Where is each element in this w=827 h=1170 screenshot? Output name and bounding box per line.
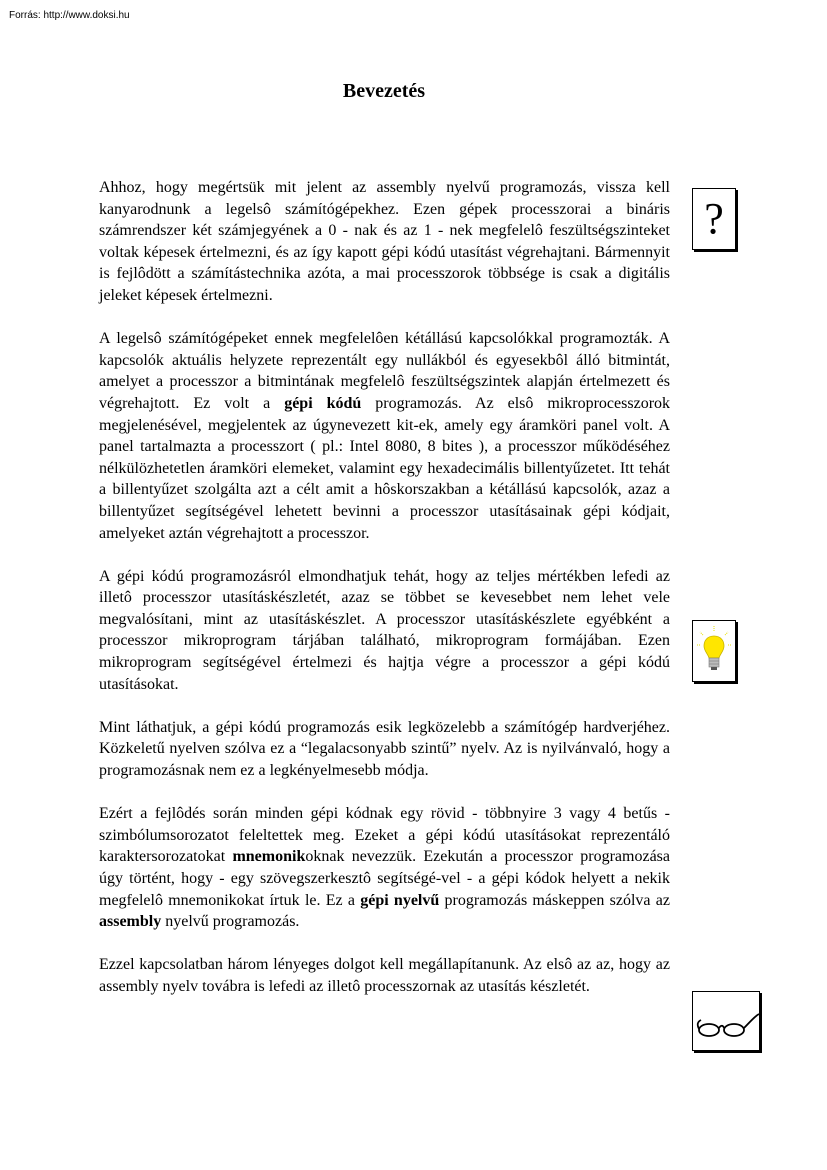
lightbulb-graphic [693,621,735,681]
document-body [99,177,670,1019]
paragraph-5 [99,803,670,933]
bold-term-gepi-kodu: gépi kódú [284,394,362,412]
paragraph-5-text-d: nyelvű programozás. [161,913,300,931]
question-mark-icon: ? [692,188,736,250]
page-title: Bevezetés [342,80,426,102]
bold-term-gepi-nyelvu: gépi nyelvű [360,891,440,909]
source-line: Forrás: http://www.doksi.hu [9,10,130,21]
paragraph-6: Ezzel kapcsolatban három lényeges dolgot kell megállapítanunk. Az elsô az az, hogy az assembly nyelv továbra is lefedi az illetô processzornak az utasítás készletét. [99,956,670,995]
paragraph-2-text-b: programozás. Az elsô mikroprocesszorok megjelenésével, megjelentek az úgynevezett kit-ek, amely egy áramköri panel volt. A panel tartalmazta a processzort ( pl.: Intel 8080, 8 bites ), a processzor működéséhez nélkülözhetetlen áramköri elemeket, valamint egy hexadecimális billentyűzetet. Itt tehát a billentyűzet szolgálta azt a célt amit a hôskorszakban a kétállású kapcsolók, azaz a billentyűzet segítségével lehetett bevinni a processzor utasításainak gépi kódjait, amelyeket aztán végrehajtott a processzor. [99,394,671,542]
paragraph-3: A gépi kódú programozásról elmondhatjuk tehát, hogy az teljes mértékben lefedi az illetô processzor utasításkészletét, azaz se többet se kevesebbet nem lehet vele megvalósítani, mint az utasításkészlet. A processzor utasításkészlete egyébként a processzor mikroprogram tárjában található, mikroprogram formájában. Ezen mikroprogram segítségével értelmezi és hajtja végre a processzor a gépi kódú utasításokat. [99,567,670,693]
paragraph-5-text-b: oknak nevezzük. Ezekután a processzor programozása úgy történt, hogy - egy szövegszerkesztô segítségé-vel - a gépi kódok helyett a nekik megfelelô mnemonikokat írtuk le. Ez a [99,848,671,909]
bold-term-mnemonik: mnemonik [232,848,306,866]
paragraph-5-text-a: Ezért a fejlôdés során minden gépi kódnak egy rövid - többnyire 3 vagy 4 betűs - szimbólumsorozatot feleltettek meg. Ezeket a gépi kódú utasításokat reprezentáló karaktersorozatokat [99,805,670,866]
paragraph-2 [99,328,670,544]
paragraph-5-text-c: programozás máskeppen szólva az [439,891,670,909]
glasses-icon [692,991,760,1051]
paragraph-4: Mint láthatjuk, a gépi kódú programozás esik legközelebb a számítógép hardverjéhez. Közkeletű nyelven szólva ez a “legalacsonyabb szintű” nyelv. Az is nyilvánvaló, hogy a programozásnak nem ez a legkényelmesebb módja. [99,718,670,780]
paragraph-1: Ahhoz, hogy megértsük mit jelent az assembly nyelvű programozás, vissza kell kanyarodnunk a legelsô számítógépekhez. Ezen gépek processzorai a bináris számrendszer két számjegyének a 0 - nak és az 1 - nek megfelelô feszültségszinteket voltak képesek értelmezni, és az így kapott gépi kódú utasítást végrehajtani. Bármennyit is fejlôdött a számítástechnika azóta, a mai processzorok többsége is csak a digitális jeleket képesek értelmezni. [99,179,670,304]
glasses-graphic [693,992,759,1050]
paragraph-2-text-a: A legelsô számítógépeket ennek megfelelôen kétállású kapcsolókkal programozták. A kapcsolók aktuális helyzete reprezentált egy nullákból és egyesekbôl álló bitmintát, amelyet a processzor a bitmintának megfelelô feszültségszintek alapján értelmezett és végrehajtott. Ez volt a [99,330,670,412]
lightbulb-icon [692,620,736,682]
bold-term-assembly: assembly [99,913,162,931]
